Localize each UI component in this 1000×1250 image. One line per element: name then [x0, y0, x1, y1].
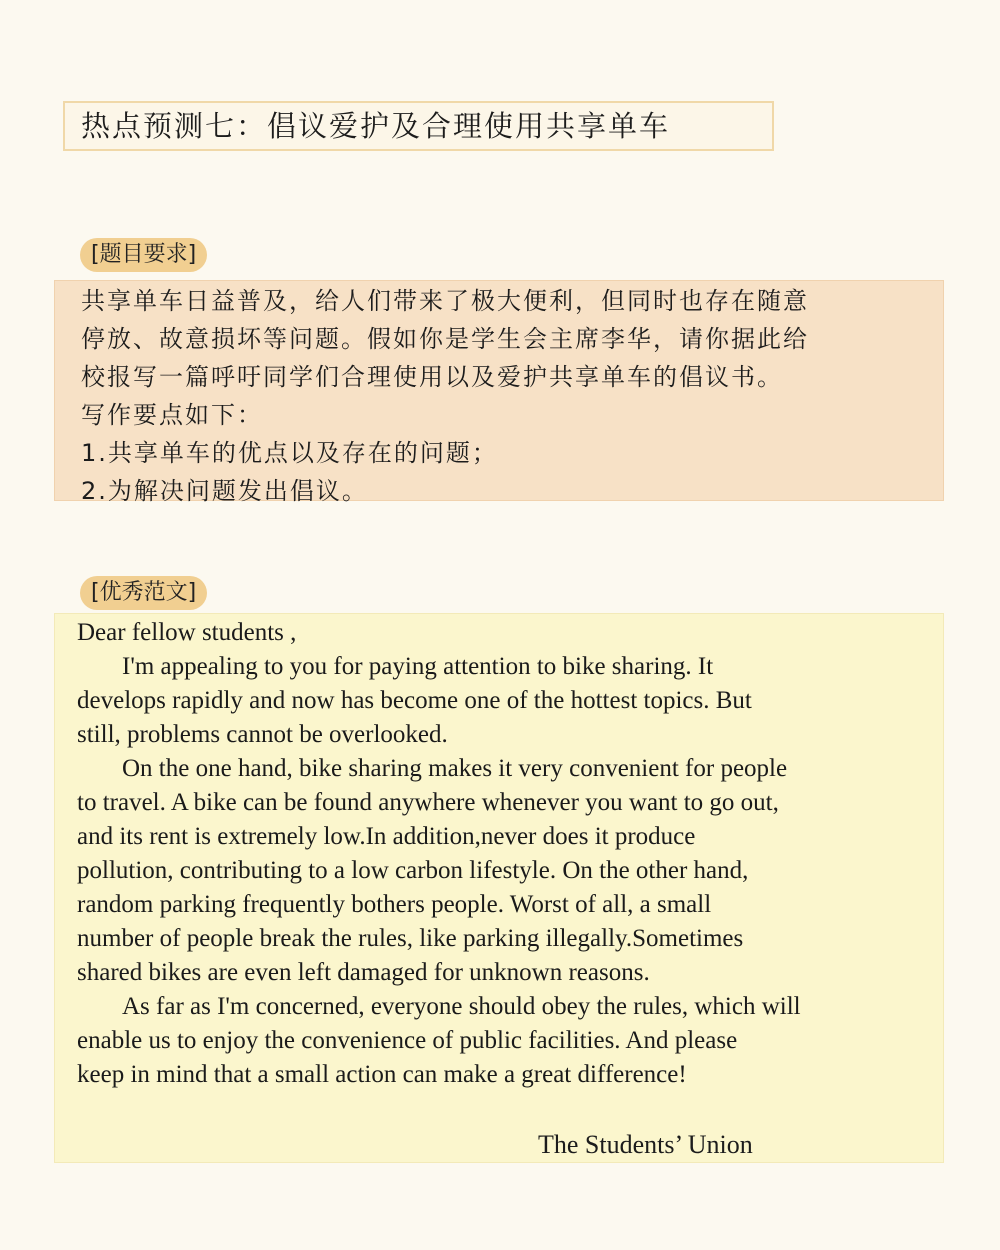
essay-line: random parking frequently bothers people. Worst of all, a small: [77, 891, 712, 918]
requirement-line: 校报写一篇呼吁同学们合理使用以及爱护共享单车的倡议书。: [81, 363, 783, 391]
requirement-line: 1.共享单车的优点以及存在的问题；: [81, 439, 498, 467]
essay-line: still, problems cannot be overlooked.: [77, 721, 448, 748]
sample-essay-box: [54, 613, 944, 1163]
requirements-box: [54, 280, 944, 505]
requirement-line: 2.为解决问题发出倡议。: [81, 477, 368, 505]
essay-line: pollution, contributing to a low carbon lifestyle. On the other hand,: [77, 857, 749, 884]
essay-salutation: Dear fellow students ,: [77, 619, 297, 646]
essay-line: enable us to enjoy the convenience of public facilities. And please: [77, 1027, 738, 1054]
essay-line: shared bikes are even left damaged for unknown reasons.: [77, 959, 650, 986]
essay-line: and its rent is extremely low.In addition,never does it produce: [77, 823, 696, 850]
essay-line: to travel. A bike can be found anywhere whenever you want to go out,: [77, 789, 779, 816]
essay-line: As far as I'm concerned, everyone should obey the rules, which will: [122, 993, 801, 1020]
essay-line: keep in mind that a small action can make a great difference!: [77, 1061, 687, 1088]
essay-line: I'm appealing to you for paying attention to bike sharing. It: [122, 653, 714, 680]
page-title: 热点预测七：倡议爱护及合理使用共享单车: [63, 101, 774, 151]
requirements-tag: [题目要求]: [80, 238, 207, 272]
essay-line: number of people break the rules, like parking illegally.Sometimes: [77, 925, 744, 952]
requirement-line: 停放、故意损坏等问题。假如你是学生会主席李华，请你据此给: [81, 325, 809, 353]
essay-signature: The Students’ Union: [538, 1130, 753, 1159]
essay-line: On the one hand, bike sharing makes it very convenient for people: [122, 755, 788, 782]
requirement-line: 写作要点如下：: [81, 401, 263, 429]
sample-essay-tag: [优秀范文]: [80, 576, 207, 610]
requirement-line: 共享单车日益普及，给人们带来了极大便利，但同时也存在随意: [81, 287, 809, 315]
essay-line: develops rapidly and now has become one of the hottest topics. But: [77, 687, 752, 714]
